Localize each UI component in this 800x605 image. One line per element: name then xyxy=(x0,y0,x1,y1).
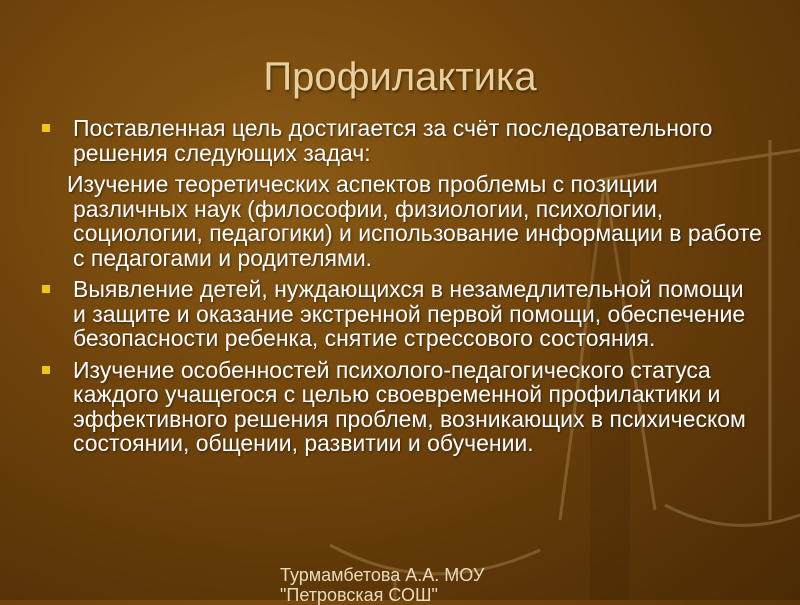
slide-footer xyxy=(280,565,580,605)
paragraph-text: Изучение теоретических аспектов проблемы с позиции различных наук (философии, физиологии, психологии, социологии, педагогики) и использование информации в работе с педагогами и родителями. xyxy=(67,171,762,271)
bullet-icon xyxy=(42,285,50,293)
slide-body xyxy=(42,116,762,463)
footer-author: Турмамбетова А.А. МОУ xyxy=(280,565,485,585)
bullet-paragraph-1 xyxy=(42,116,762,165)
paragraph-text: Выявление детей, нуждающихся в незамедлительной помощи и защите и оказание экстренной первой помощи, обеспечение безопасности ребенка, снятие стрессового состояния. xyxy=(73,276,746,351)
bullet-paragraph-4 xyxy=(42,358,762,456)
footer-school: "Петровская СОШ" xyxy=(280,585,438,605)
paragraph-text: Поставленная цель достигается за счёт последовательного решения следующих задач: xyxy=(73,115,713,166)
bullet-icon xyxy=(42,124,50,132)
paragraph-text: Изучение особенностей психолого-педагогического статуса каждого учащегося с целью своевременной профилактики и эффективного решения проблем, возникающих в психическом состоянии, общении, развитии и обучении. xyxy=(73,356,746,456)
slide-title: Профилактика xyxy=(263,55,537,99)
bullet-icon xyxy=(42,366,50,374)
sub-paragraph-2 xyxy=(42,172,762,270)
bullet-paragraph-3 xyxy=(42,277,762,351)
